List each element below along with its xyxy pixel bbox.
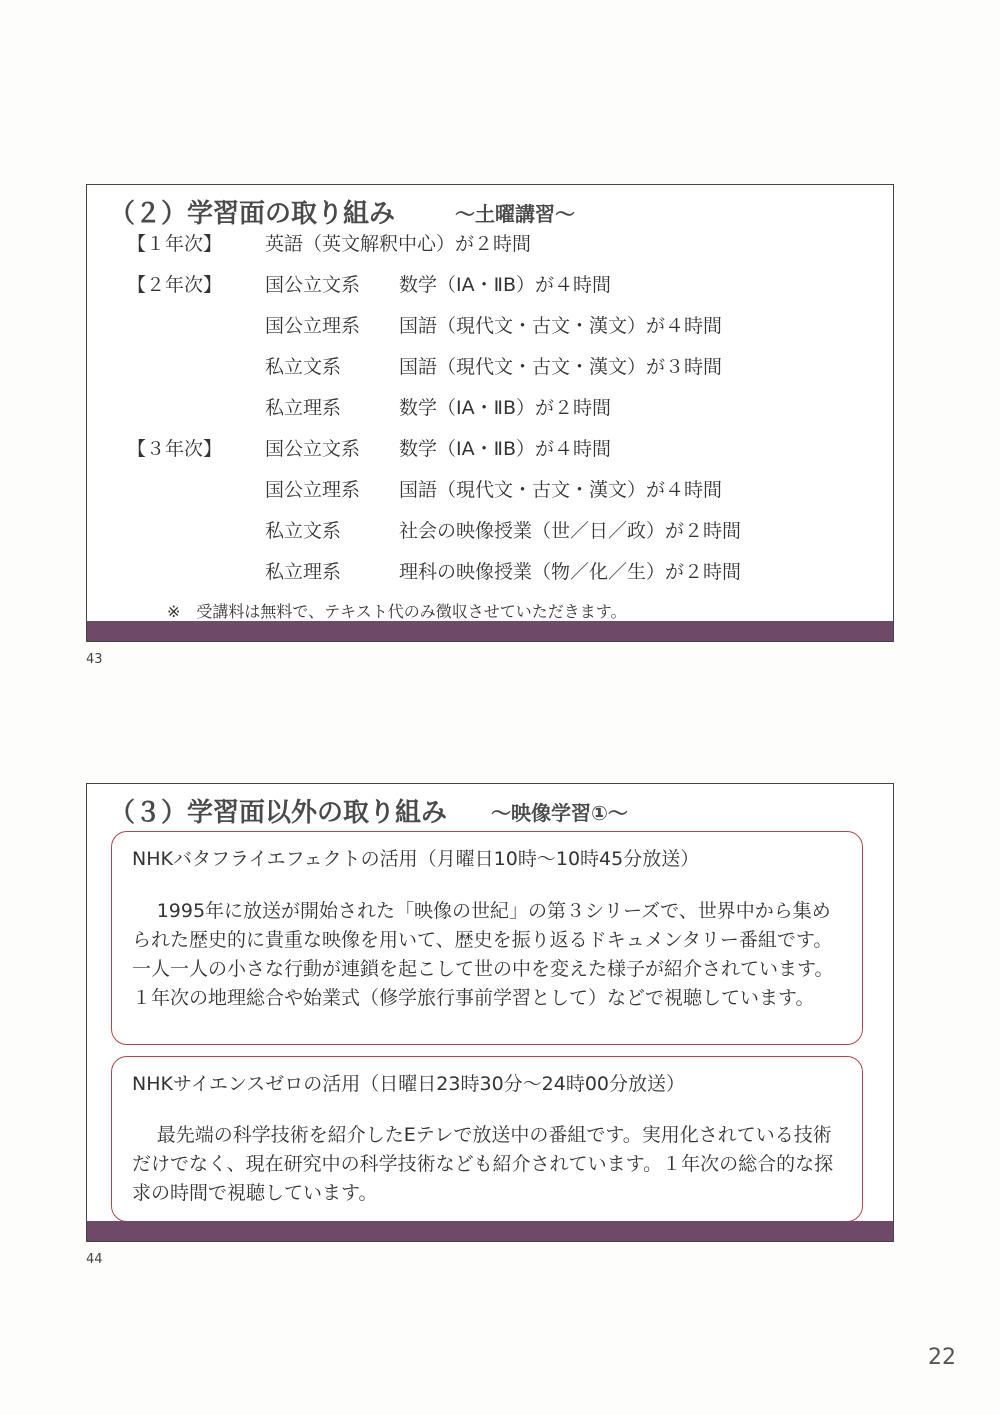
course-label: 国公立文系 <box>265 438 361 460</box>
program-description: 1995年に放送が開始された「映像の世紀」の第３シリーズで、世界中から集められた歴史的に貴重な映像を用いて、歴史を振り返るドキュメンタリー番組です。一人一人の小さな行動が連鎖を起こして世の中を変えた様子が紹介されています。１年次の地理総合や始業式（修学旅行事前学習として）などで視聴しています。 <box>132 900 834 1009</box>
course-label: 私立文系 <box>265 520 342 542</box>
fee-note: ※ 受講料は無料で、テキスト代のみ徴収させていただきます。 <box>167 602 627 621</box>
year-label: 【１年次】 <box>127 233 223 255</box>
year-label: 【２年次】 <box>127 274 223 296</box>
slide-footer-bar <box>87 1221 893 1241</box>
program-box-science-zero <box>111 1056 863 1222</box>
page-number: 22 <box>928 1345 956 1370</box>
lesson-content: 社会の映像授業（世／日／政）が２時間 <box>399 520 742 542</box>
lesson-content: 国語（現代文・古文・漢文）が３時間 <box>399 356 723 378</box>
course-label: 国公立理系 <box>265 479 361 501</box>
lesson-content: 数学（ⅠA・ⅡB）が４時間 <box>399 274 611 296</box>
lesson-content: 国語（現代文・古文・漢文）が４時間 <box>399 315 723 337</box>
slide-subtitle: ～土曜講習～ <box>455 202 575 226</box>
course-label: 国公立文系 <box>265 274 361 296</box>
slide-title: （３）学習面以外の取り組み <box>109 798 448 828</box>
lesson-content: 英語（英文解釈中心）が２時間 <box>265 233 532 255</box>
slide-video-learning <box>86 783 894 1242</box>
slide-saturday-lessons <box>86 184 894 642</box>
program-title: NHKバタフライエフェクトの活用（月曜日10時～10時45分放送） <box>132 848 700 870</box>
slide-number: 44 <box>86 1252 103 1267</box>
lesson-content: 数学（ⅠA・ⅡB）が４時間 <box>399 438 611 460</box>
course-label: 国公立理系 <box>265 315 361 337</box>
lesson-content: 理科の映像授業（物／化／生）が２時間 <box>399 561 742 583</box>
course-label: 私立理系 <box>265 561 342 583</box>
program-title: NHKサイエンスゼロの活用（日曜日23時30分～24時00分放送） <box>132 1073 686 1095</box>
course-label: 私立文系 <box>265 356 342 378</box>
slide-number: 43 <box>86 652 103 667</box>
program-box-butterfly-effect <box>111 831 863 1045</box>
slide-title: （２）学習面の取り組み <box>109 199 396 229</box>
slide-subtitle: ～映像学習①～ <box>491 801 628 825</box>
lesson-content: 国語（現代文・古文・漢文）が４時間 <box>399 479 723 501</box>
lesson-content: 数学（ⅠA・ⅡB）が２時間 <box>399 397 611 419</box>
program-description: 最先端の科学技術を紹介したEテレで放送中の番組です。実用化されている技術だけでなく、現在研究中の科学技術なども紹介されています。１年次の総合的な探求の時間で視聴しています。 <box>132 1124 834 1204</box>
year-label: 【３年次】 <box>127 438 223 460</box>
slide-footer-bar <box>87 621 893 641</box>
course-label: 私立理系 <box>265 397 342 419</box>
